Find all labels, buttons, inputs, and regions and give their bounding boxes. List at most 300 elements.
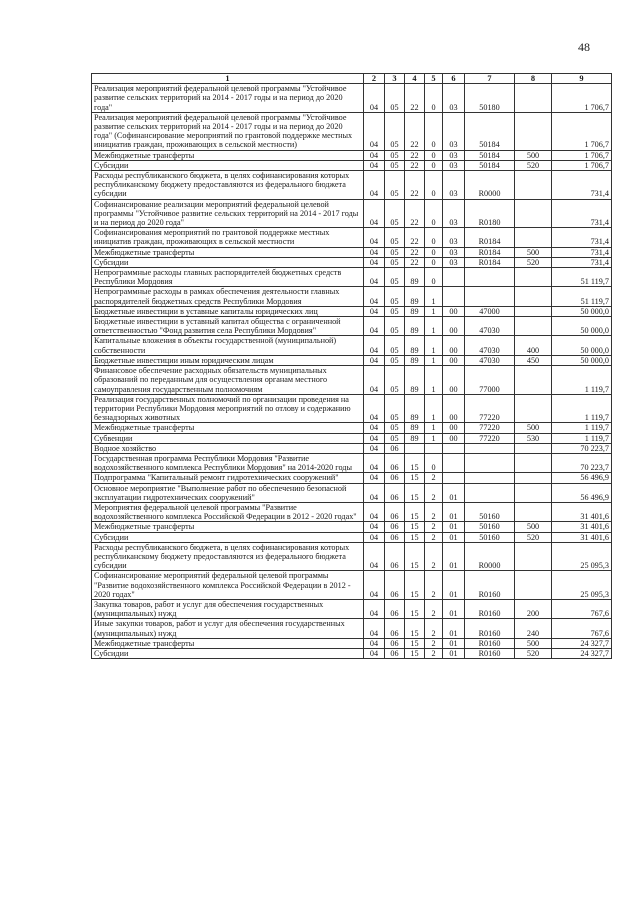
code-3-cell: 05	[385, 268, 405, 287]
code-8-cell	[515, 306, 552, 316]
amount-cell: 767,6	[552, 599, 612, 618]
code-5-cell: 0	[425, 268, 443, 287]
code-6-cell: 03	[443, 112, 465, 150]
code-2-cell: 04	[364, 336, 385, 355]
table-row	[92, 599, 612, 618]
code-6-cell: 01	[443, 619, 465, 638]
code-4-cell: 89	[405, 433, 425, 443]
code-3-cell: 06	[385, 638, 405, 648]
amount-cell: 1 119,7	[552, 433, 612, 443]
code-3-cell: 06	[385, 619, 405, 638]
code-3-cell: 05	[385, 336, 405, 355]
column-header: 2	[364, 74, 385, 84]
table-header-row	[92, 74, 612, 84]
code-4-cell: 15	[405, 648, 425, 658]
amount-cell: 51 119,7	[552, 287, 612, 306]
code-5-cell: 1	[425, 287, 443, 306]
code-8-cell: 500	[515, 638, 552, 648]
amount-cell: 731,4	[552, 228, 612, 247]
code-4-cell: 22	[405, 228, 425, 247]
code-3-cell: 06	[385, 473, 405, 483]
table-row	[92, 619, 612, 638]
table-row	[92, 199, 612, 228]
code-5-cell: 1	[425, 394, 443, 423]
code-7-cell	[465, 268, 515, 287]
code-5-cell: 2	[425, 571, 443, 600]
code-3-cell: 05	[385, 84, 405, 113]
code-8-cell	[515, 443, 552, 453]
code-7-cell	[465, 287, 515, 306]
code-3-cell: 06	[385, 453, 405, 472]
table-body	[92, 84, 612, 659]
code-2-cell: 04	[364, 366, 385, 395]
amount-cell: 1 119,7	[552, 423, 612, 433]
code-5-cell: 2	[425, 483, 443, 502]
item-name-cell: Иные закупки товаров, работ и услуг для обеспечения государственных (муниципальных) нужд	[92, 619, 364, 638]
table-row	[92, 483, 612, 502]
code-7-cell: 47000	[465, 306, 515, 316]
code-2-cell: 04	[364, 433, 385, 443]
code-3-cell: 05	[385, 355, 405, 365]
table-row	[92, 433, 612, 443]
code-5-cell: 0	[425, 160, 443, 170]
code-6-cell: 01	[443, 522, 465, 532]
code-2-cell: 04	[364, 287, 385, 306]
code-2-cell: 04	[364, 522, 385, 532]
table-row	[92, 648, 612, 658]
code-2-cell: 04	[364, 247, 385, 257]
code-4-cell: 15	[405, 502, 425, 521]
amount-cell: 1 706,7	[552, 84, 612, 113]
code-6-cell	[443, 453, 465, 472]
code-4-cell: 89	[405, 355, 425, 365]
code-3-cell: 06	[385, 532, 405, 542]
code-4-cell: 15	[405, 483, 425, 502]
table-row	[92, 473, 612, 483]
amount-cell: 1 119,7	[552, 394, 612, 423]
code-3-cell: 05	[385, 306, 405, 316]
code-2-cell: 04	[364, 638, 385, 648]
code-3-cell: 06	[385, 483, 405, 502]
code-4-cell: 22	[405, 257, 425, 267]
code-7-cell: R0000	[465, 542, 515, 571]
code-8-cell	[515, 171, 552, 200]
code-4-cell: 15	[405, 638, 425, 648]
code-6-cell: 00	[443, 366, 465, 395]
code-6-cell: 03	[443, 228, 465, 247]
code-7-cell: 50180	[465, 84, 515, 113]
code-4-cell: 22	[405, 160, 425, 170]
code-8-cell	[515, 84, 552, 113]
amount-cell: 1 706,7	[552, 160, 612, 170]
code-8-cell	[515, 268, 552, 287]
column-header: 9	[552, 74, 612, 84]
amount-cell: 731,4	[552, 257, 612, 267]
code-3-cell: 05	[385, 423, 405, 433]
code-8-cell	[515, 483, 552, 502]
code-8-cell: 200	[515, 599, 552, 618]
code-8-cell: 520	[515, 648, 552, 658]
code-6-cell: 01	[443, 532, 465, 542]
code-3-cell: 05	[385, 112, 405, 150]
code-6-cell: 01	[443, 648, 465, 658]
code-2-cell: 04	[364, 599, 385, 618]
code-5-cell: 2	[425, 473, 443, 483]
code-5-cell: 2	[425, 542, 443, 571]
code-2-cell: 04	[364, 394, 385, 423]
code-5-cell: 0	[425, 150, 443, 160]
code-3-cell: 05	[385, 150, 405, 160]
code-7-cell	[465, 443, 515, 453]
code-6-cell: 01	[443, 599, 465, 618]
amount-cell: 731,4	[552, 247, 612, 257]
amount-cell: 31 401,6	[552, 502, 612, 521]
code-4-cell: 15	[405, 473, 425, 483]
column-header: 7	[465, 74, 515, 84]
code-7-cell: 50160	[465, 502, 515, 521]
code-6-cell	[443, 287, 465, 306]
code-7-cell: R0160	[465, 619, 515, 638]
item-name-cell: Закупка товаров, работ и услуг для обеспечения государственных (муниципальных) нужд	[92, 599, 364, 618]
code-6-cell: 01	[443, 571, 465, 600]
item-name-cell: Бюджетные инвестиции иным юридическим лицам	[92, 355, 364, 365]
code-6-cell: 01	[443, 502, 465, 521]
code-7-cell: R0184	[465, 257, 515, 267]
table-row	[92, 571, 612, 600]
table-row	[92, 542, 612, 571]
table-row	[92, 287, 612, 306]
amount-cell: 1 119,7	[552, 366, 612, 395]
code-2-cell: 04	[364, 542, 385, 571]
code-7-cell	[465, 473, 515, 483]
code-3-cell: 05	[385, 257, 405, 267]
column-header: 4	[405, 74, 425, 84]
code-7-cell: 77000	[465, 366, 515, 395]
code-2-cell: 04	[364, 112, 385, 150]
table-row	[92, 257, 612, 267]
code-3-cell: 05	[385, 228, 405, 247]
code-6-cell: 00	[443, 423, 465, 433]
item-name-cell: Субсидии	[92, 648, 364, 658]
item-name-cell: Непрограммные расходы в рамках обеспечения деятельности главных распорядителей бюджетных средств Республики Мордовия	[92, 287, 364, 306]
table-row	[92, 336, 612, 355]
amount-cell: 50 000,0	[552, 355, 612, 365]
code-8-cell	[515, 473, 552, 483]
code-3-cell: 05	[385, 433, 405, 443]
code-8-cell: 530	[515, 433, 552, 443]
amount-cell: 767,6	[552, 619, 612, 638]
code-5-cell: 2	[425, 502, 443, 521]
code-5-cell: 0	[425, 199, 443, 228]
item-name-cell: Реализация мероприятий федеральной целевой программы "Устойчивое развитие сельских территорий на 2014 - 2017 годы и на период до 2020 года" (Софинансирование мероприятий по грантовой поддержке местных инициатив граждан, проживающих в сельской местности)	[92, 112, 364, 150]
code-8-cell	[515, 453, 552, 472]
code-5-cell: 2	[425, 522, 443, 532]
code-4-cell: 15	[405, 599, 425, 618]
code-4-cell: 15	[405, 532, 425, 542]
code-3-cell: 06	[385, 443, 405, 453]
code-2-cell: 04	[364, 355, 385, 365]
table-row	[92, 443, 612, 453]
item-name-cell: Бюджетные инвестиции в уставный капитал общества с ограниченной ответственностью "Фонд развития села Республики Мордовия"	[92, 317, 364, 336]
code-2-cell: 04	[364, 571, 385, 600]
code-6-cell: 00	[443, 355, 465, 365]
column-header: 8	[515, 74, 552, 84]
code-8-cell: 500	[515, 247, 552, 257]
code-5-cell: 2	[425, 599, 443, 618]
table-row	[92, 638, 612, 648]
code-3-cell: 05	[385, 366, 405, 395]
item-name-cell: Софинансирования мероприятий по грантовой поддержке местных инициатив граждан, проживающих в сельской местности	[92, 228, 364, 247]
code-3-cell: 06	[385, 522, 405, 532]
code-4-cell: 22	[405, 171, 425, 200]
code-7-cell: R0160	[465, 571, 515, 600]
amount-cell: 25 095,3	[552, 571, 612, 600]
code-7-cell: R0160	[465, 638, 515, 648]
code-8-cell	[515, 287, 552, 306]
code-8-cell: 520	[515, 257, 552, 267]
table-row	[92, 150, 612, 160]
table-row	[92, 394, 612, 423]
page-number: 48	[578, 40, 590, 54]
code-3-cell: 05	[385, 171, 405, 200]
code-6-cell: 03	[443, 171, 465, 200]
code-2-cell: 04	[364, 150, 385, 160]
code-2-cell: 04	[364, 443, 385, 453]
table-row	[92, 84, 612, 113]
code-8-cell	[515, 542, 552, 571]
code-4-cell: 89	[405, 366, 425, 395]
code-6-cell: 00	[443, 336, 465, 355]
table-row	[92, 366, 612, 395]
table-row	[92, 532, 612, 542]
code-7-cell	[465, 483, 515, 502]
code-5-cell: 0	[425, 112, 443, 150]
amount-cell: 1 706,7	[552, 112, 612, 150]
item-name-cell: Основное мероприятие "Выполнение работ по обеспечению безопасной эксплуатации гидротехнических сооружений"	[92, 483, 364, 502]
table-row	[92, 317, 612, 336]
code-4-cell: 89	[405, 423, 425, 433]
code-4-cell: 89	[405, 268, 425, 287]
item-name-cell: Субвенции	[92, 433, 364, 443]
table-row	[92, 306, 612, 316]
code-6-cell: 03	[443, 160, 465, 170]
code-7-cell: 47030	[465, 355, 515, 365]
item-name-cell: Расходы республиканского бюджета, в целях софинансирования которых республиканскому бюджету предоставляются из федерального бюджета субсидии	[92, 171, 364, 200]
amount-cell: 50 000,0	[552, 306, 612, 316]
code-4-cell: 22	[405, 199, 425, 228]
code-3-cell: 06	[385, 542, 405, 571]
code-8-cell	[515, 199, 552, 228]
item-name-cell: Субсидии	[92, 257, 364, 267]
code-8-cell: 500	[515, 150, 552, 160]
code-8-cell: 240	[515, 619, 552, 638]
amount-cell: 31 401,6	[552, 532, 612, 542]
code-7-cell: 47030	[465, 317, 515, 336]
code-7-cell: 50184	[465, 112, 515, 150]
code-3-cell: 06	[385, 571, 405, 600]
code-6-cell: 01	[443, 542, 465, 571]
code-4-cell: 22	[405, 112, 425, 150]
item-name-cell: Финансовое обеспечение расходных обязательств муниципальных образований по переданным для осуществления органам местного самоуправления государственным полномочиям	[92, 366, 364, 395]
amount-cell: 51 119,7	[552, 268, 612, 287]
code-2-cell: 04	[364, 160, 385, 170]
code-8-cell	[515, 394, 552, 423]
amount-cell: 24 327,7	[552, 648, 612, 658]
amount-cell: 50 000,0	[552, 317, 612, 336]
code-8-cell: 520	[515, 160, 552, 170]
code-3-cell: 05	[385, 160, 405, 170]
code-6-cell: 03	[443, 150, 465, 160]
code-7-cell	[465, 453, 515, 472]
code-4-cell: 89	[405, 394, 425, 423]
item-name-cell: Межбюджетные трансферты	[92, 423, 364, 433]
code-4-cell: 15	[405, 571, 425, 600]
table-row	[92, 502, 612, 521]
code-5-cell: 1	[425, 355, 443, 365]
amount-cell: 1 706,7	[552, 150, 612, 160]
code-5-cell: 2	[425, 619, 443, 638]
item-name-cell: Софинансирование реализации мероприятий федеральной целевой программы "Устойчивое развитие сельских территорий на 2014 - 2017 годы и на период до 2020 года"	[92, 199, 364, 228]
amount-cell: 731,4	[552, 199, 612, 228]
code-7-cell: R0184	[465, 228, 515, 247]
code-7-cell: 50184	[465, 150, 515, 160]
code-6-cell	[443, 443, 465, 453]
code-6-cell	[443, 268, 465, 287]
code-8-cell	[515, 317, 552, 336]
amount-cell: 50 000,0	[552, 336, 612, 355]
item-name-cell: Субсидии	[92, 532, 364, 542]
item-name-cell: Софинансирование мероприятий федеральной целевой программы "Развитие водохозяйственного комплекса Российской Федерации в 2012 - 2020 годах"	[92, 571, 364, 600]
table-row	[92, 453, 612, 472]
item-name-cell: Водное хозяйство	[92, 443, 364, 453]
code-3-cell: 05	[385, 394, 405, 423]
code-6-cell: 00	[443, 394, 465, 423]
code-4-cell: 22	[405, 150, 425, 160]
code-5-cell	[425, 443, 443, 453]
code-6-cell: 00	[443, 317, 465, 336]
code-3-cell: 06	[385, 648, 405, 658]
code-4-cell	[405, 443, 425, 453]
code-3-cell: 05	[385, 199, 405, 228]
column-header: 5	[425, 74, 443, 84]
code-2-cell: 04	[364, 453, 385, 472]
code-2-cell: 04	[364, 84, 385, 113]
table-row	[92, 228, 612, 247]
code-7-cell: R0160	[465, 648, 515, 658]
amount-cell: 31 401,6	[552, 522, 612, 532]
code-5-cell: 0	[425, 247, 443, 257]
item-name-cell: Подпрограмма "Капитальный ремонт гидротехнических сооружений"	[92, 473, 364, 483]
table-row	[92, 423, 612, 433]
code-8-cell	[515, 502, 552, 521]
amount-cell: 56 496,9	[552, 483, 612, 502]
code-2-cell: 04	[364, 228, 385, 247]
code-3-cell: 05	[385, 317, 405, 336]
code-6-cell: 00	[443, 306, 465, 316]
code-2-cell: 04	[364, 532, 385, 542]
code-2-cell: 04	[364, 317, 385, 336]
code-7-cell: 50160	[465, 522, 515, 532]
code-2-cell: 04	[364, 199, 385, 228]
item-name-cell: Бюджетные инвестиции в уставные капиталы юридических лиц	[92, 306, 364, 316]
code-5-cell: 0	[425, 84, 443, 113]
column-header: 1	[92, 74, 364, 84]
code-7-cell: 47030	[465, 336, 515, 355]
code-4-cell: 89	[405, 336, 425, 355]
code-8-cell	[515, 112, 552, 150]
code-2-cell: 04	[364, 423, 385, 433]
code-5-cell: 2	[425, 638, 443, 648]
code-5-cell: 0	[425, 228, 443, 247]
item-name-cell: Реализация государственных полномочий по организации проведения на территории Республики Мордовия мероприятий по отлову и содержанию безнадзорных животных	[92, 394, 364, 423]
code-5-cell: 0	[425, 257, 443, 267]
code-6-cell: 01	[443, 638, 465, 648]
code-8-cell: 500	[515, 423, 552, 433]
code-2-cell: 04	[364, 619, 385, 638]
code-4-cell: 15	[405, 522, 425, 532]
code-7-cell: 77220	[465, 433, 515, 443]
item-name-cell: Межбюджетные трансферты	[92, 638, 364, 648]
table-row	[92, 268, 612, 287]
item-name-cell: Мероприятия федеральной целевой программы "Развитие водохозяйственного комплекса Российской Федерации в 2012 - 2020 годах"	[92, 502, 364, 521]
code-3-cell: 05	[385, 287, 405, 306]
table-row	[92, 355, 612, 365]
code-6-cell: 03	[443, 199, 465, 228]
code-4-cell: 15	[405, 619, 425, 638]
code-2-cell: 04	[364, 306, 385, 316]
code-5-cell: 1	[425, 433, 443, 443]
code-5-cell: 1	[425, 336, 443, 355]
amount-cell: 56 496,9	[552, 473, 612, 483]
table-row	[92, 247, 612, 257]
item-name-cell: Межбюджетные трансферты	[92, 522, 364, 532]
code-2-cell: 04	[364, 171, 385, 200]
code-2-cell: 04	[364, 473, 385, 483]
code-6-cell: 00	[443, 433, 465, 443]
code-5-cell: 1	[425, 317, 443, 336]
item-name-cell: Расходы республиканского бюджета, в целях софинансирования которых республиканскому бюджету предоставляются из федерального бюджета субсидии	[92, 542, 364, 571]
amount-cell: 70 223,7	[552, 453, 612, 472]
code-8-cell: 450	[515, 355, 552, 365]
code-2-cell: 04	[364, 502, 385, 521]
code-5-cell: 0	[425, 171, 443, 200]
table-row	[92, 522, 612, 532]
code-7-cell: 77220	[465, 394, 515, 423]
item-name-cell: Непрограммные расходы главных распорядителей бюджетных средств Республики Мордовия	[92, 268, 364, 287]
code-5-cell: 1	[425, 366, 443, 395]
code-7-cell: R0184	[465, 247, 515, 257]
amount-cell: 25 095,3	[552, 542, 612, 571]
code-3-cell: 06	[385, 599, 405, 618]
code-2-cell: 04	[364, 257, 385, 267]
amount-cell: 70 223,7	[552, 443, 612, 453]
code-8-cell: 400	[515, 336, 552, 355]
code-4-cell: 15	[405, 453, 425, 472]
column-header: 3	[385, 74, 405, 84]
amount-cell: 731,4	[552, 171, 612, 200]
table-row	[92, 171, 612, 200]
item-name-cell: Государственная программа Республики Мордовия "Развитие водохозяйственного комплекса Республики Мордовия" на 2014-2020 годы	[92, 453, 364, 472]
code-3-cell: 05	[385, 247, 405, 257]
column-header: 6	[443, 74, 465, 84]
table-row	[92, 160, 612, 170]
code-8-cell	[515, 228, 552, 247]
code-8-cell	[515, 366, 552, 395]
code-7-cell: 50184	[465, 160, 515, 170]
item-name-cell: Субсидии	[92, 160, 364, 170]
table-row	[92, 112, 612, 150]
code-5-cell: 2	[425, 648, 443, 658]
